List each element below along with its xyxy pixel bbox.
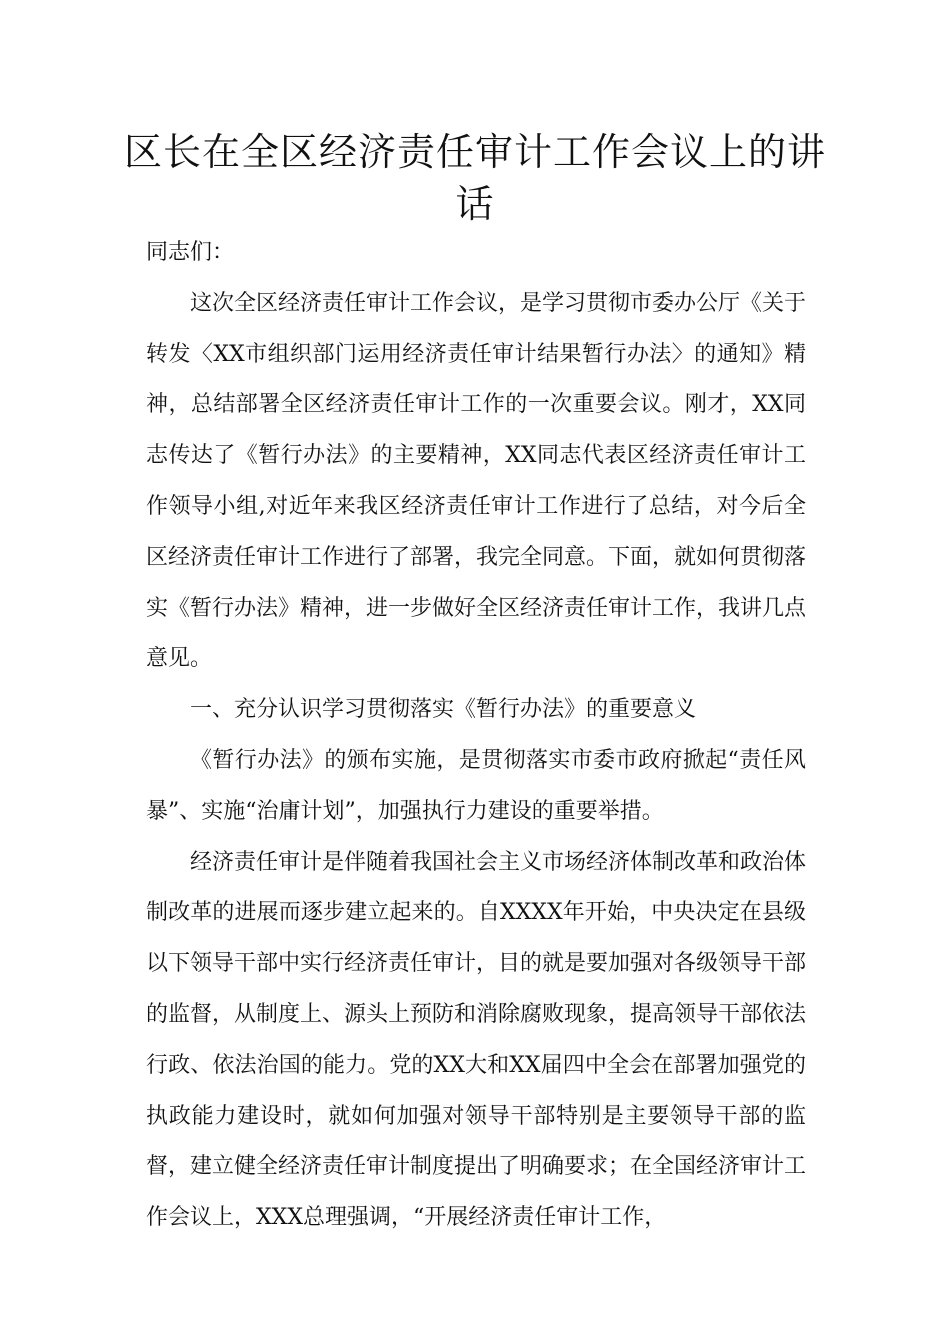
salutation: 同志们： xyxy=(146,240,235,265)
section-heading-1: 一、充分认识学习贯彻落实《暂行办法》的重要意义 xyxy=(190,697,697,723)
document-title: 区长在全区经济责任审计工作会议上的讲话 xyxy=(123,130,826,226)
paragraph-intro: 这次全区经济责任审计工作会议，是学习贯彻市委办公厅《关于转发〈XX市组织部门运用经济责任审计结果暂行办法〉的通知》精神，总结部署全区经济责任审计工作的一次重要会议。刚才，XX同志传达了《暂行办法》的主要精神，XX同志代表区经济责任审计工作领导小组,对近年来我区经济责任审计工作进行了总结，对今后全区经济责任审计工作进行了部署，我完全同意。下面，就如何贯彻落实《暂行办法》精神，进一步做好全区经济责任审计工作，我讲几点意见。 xyxy=(146,290,807,672)
paragraph-history: 经济责任审计是伴随着我国社会主义市场经济体制改革和政治体制改革的进展而逐步建立起来的。自XXXX年开始，中央决定在县级以下领导干部中实行经济责任审计，目的就是要加强对各级领导干部的监督，从制度上、源头上预防和消除腐败现象，提高领导干部依法行政、依法治国的能力。党的XX大和XX届四中全会在部署加强党的执政能力建设时，就如何加强对领导干部特别是主要领导干部的监督，建立健全经济责任审计制度提出了明确要求；在全国经济审计工作会议上，XXX总理强调，“开展经济责任审计工作， xyxy=(146,849,807,1231)
paragraph-measures: 《暂行办法》的颁布实施，是贯彻落实市委市政府掀起“责任风暴”、实施“治庸计划”，加强执行力建设的重要举措。 xyxy=(146,747,806,824)
document-body xyxy=(146,228,806,1244)
